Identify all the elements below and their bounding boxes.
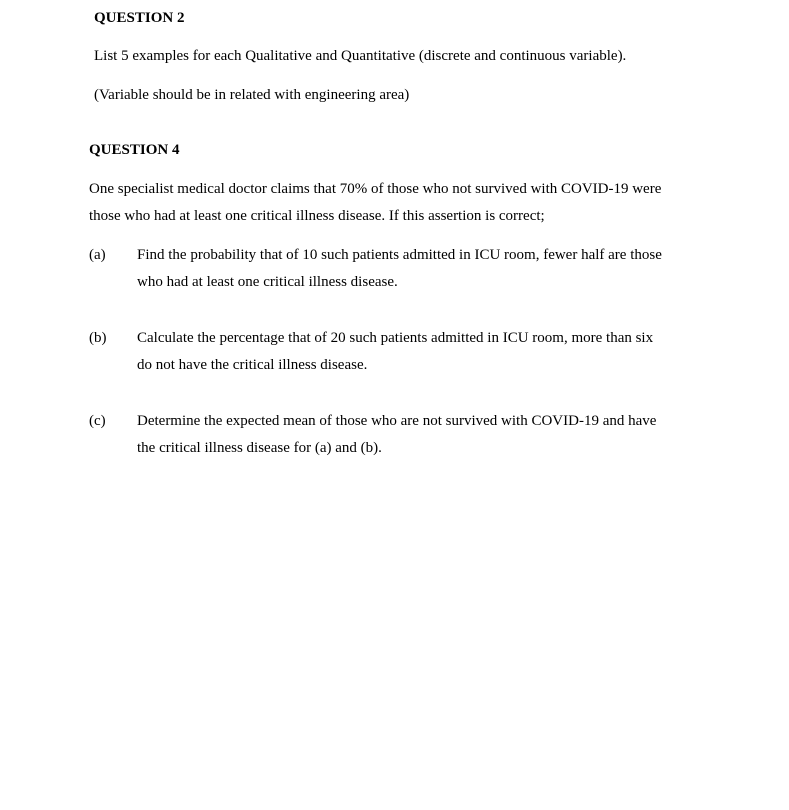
item-b-label: (b) xyxy=(89,330,107,346)
question-4-heading: QUESTION 4 xyxy=(89,142,180,158)
item-a-label: (a) xyxy=(89,247,106,263)
item-b-line-1: Calculate the percentage that of 20 such patients admitted in ICU room, more than six xyxy=(137,330,654,346)
item-a-line-2: who had at least one critical illness disease. xyxy=(137,274,398,290)
question-2-instruction: List 5 examples for each Qualitative and Quantitative (discrete and continuous variable). xyxy=(94,48,627,64)
item-c-label: (c) xyxy=(89,413,106,429)
question-4-intro-line-2: those who had at least one critical illness disease. If this assertion is correct; xyxy=(89,208,545,224)
item-c-line-1: Determine the expected mean of those who are not survived with COVID-19 and have xyxy=(137,413,657,429)
item-a-line-1: Find the probability that of 10 such patients admitted in ICU room, fewer half are those xyxy=(137,247,662,263)
question-4-intro-line-1: One specialist medical doctor claims that 70% of those who not survived with COVID-19 were xyxy=(89,181,662,197)
item-c-line-2: the critical illness disease for (a) and (b). xyxy=(137,440,382,456)
question-2-heading: QUESTION 2 xyxy=(94,10,185,26)
question-2-note: (Variable should be in related with engineering area) xyxy=(94,87,410,103)
item-b-line-2: do not have the critical illness disease. xyxy=(137,357,368,373)
